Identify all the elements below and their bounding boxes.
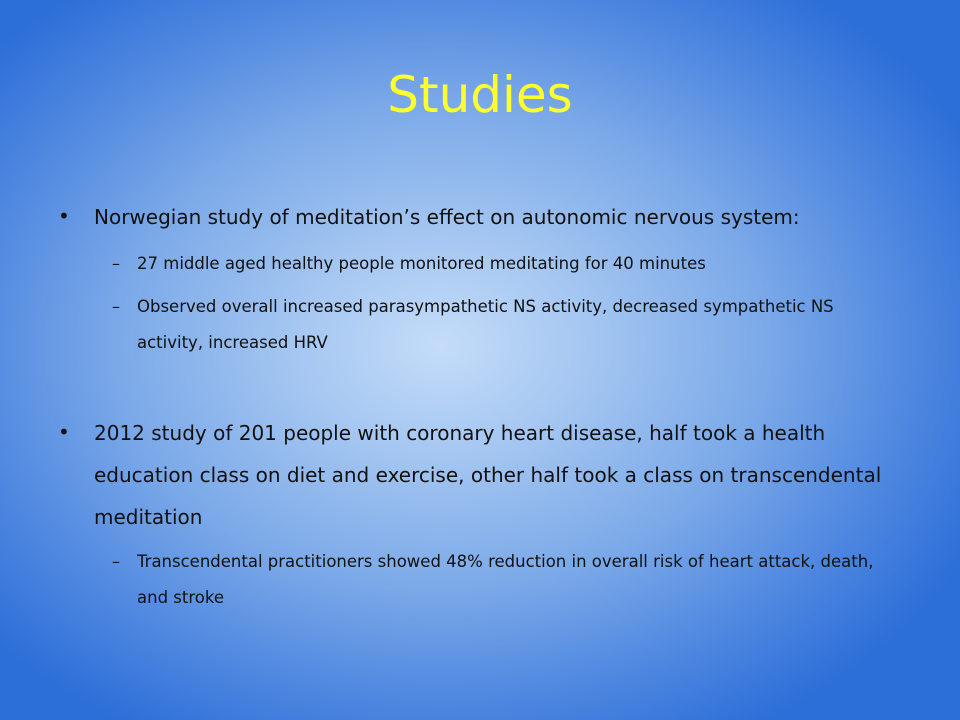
bullet-marker: • [58,420,70,444]
slide-title: Studies [387,66,573,124]
bullet-marker: • [58,204,70,228]
sub-bullet-text: 27 middle aged healthy people monitored meditating for 40 minutes [137,254,706,273]
sub-bullet-marker: – [112,297,120,316]
sub-bullet-marker: – [112,254,120,273]
sub-bullet-marker: – [112,552,120,571]
bullet-text: Norwegian study of meditation’s effect on autonomic nervous system: [94,205,800,229]
bullet-text: 2012 study of 201 people with coronary heart disease, half took a health education class on diet and exercise, other half took a class on transcendental meditation [94,421,882,529]
sub-bullet-text: Transcendental practitioners showed 48% reduction in overall risk of heart attack, death, and stroke [137,552,874,607]
sub-bullet-text: Observed overall increased parasympathetic NS activity, decreased sympathetic NS activity, increased HRV [137,297,834,352]
